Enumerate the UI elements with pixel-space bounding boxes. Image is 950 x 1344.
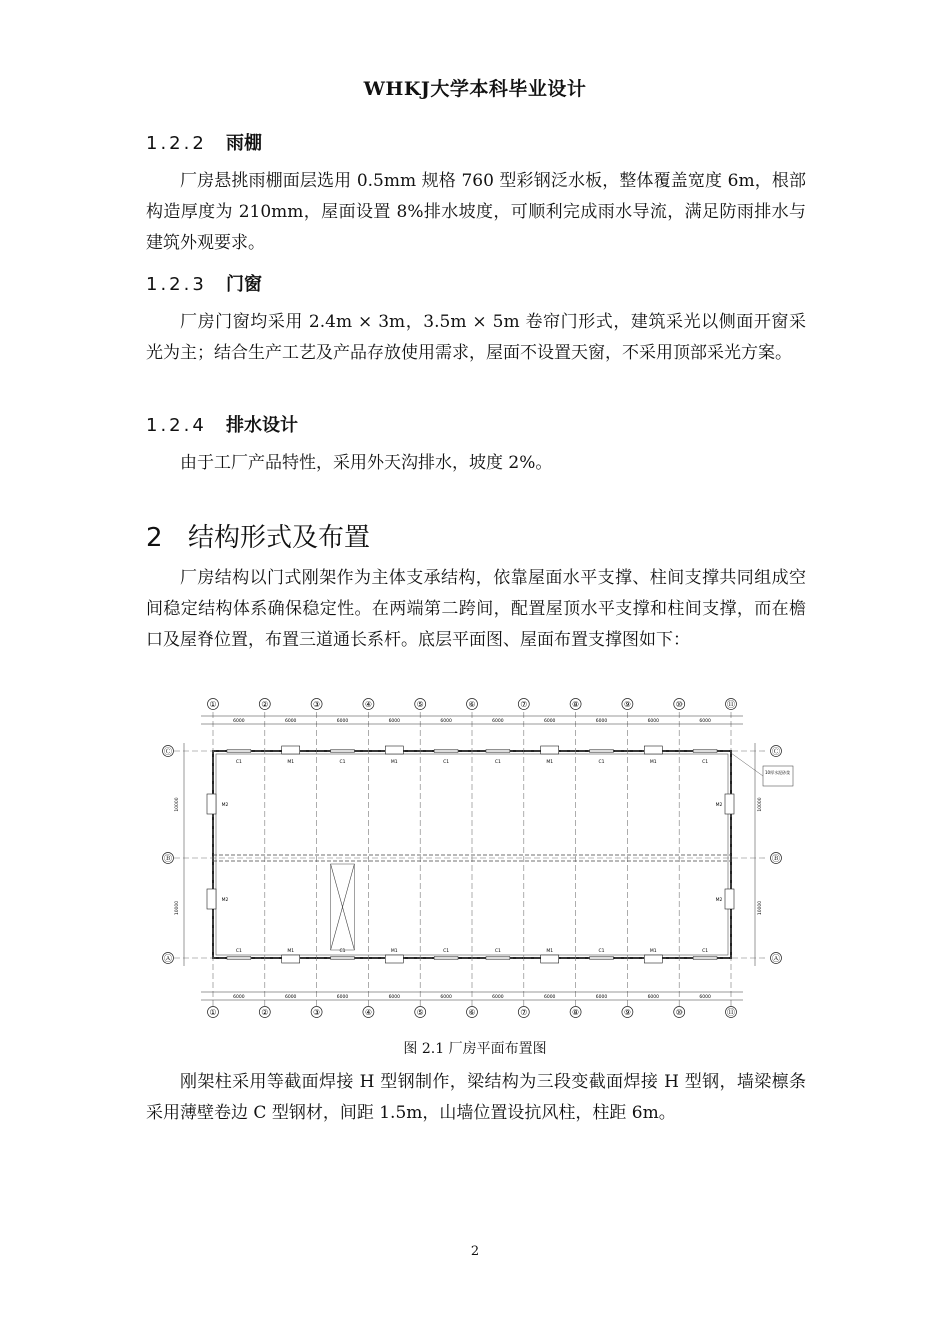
door-symbol <box>644 955 662 963</box>
door-symbol <box>282 955 300 963</box>
legend-note: 10厚水泥砂浆 <box>765 770 791 775</box>
span-dimension: 6000 <box>647 995 660 1000</box>
axis-number: ④ <box>364 1008 372 1017</box>
window-label: C1 <box>443 760 450 765</box>
side-door-label: M2 <box>715 898 723 903</box>
axis-letter: Ⓑ <box>164 854 172 863</box>
window-label: C1 <box>494 949 501 954</box>
chapter-heading <box>146 517 370 554</box>
axis-number: ③ <box>313 700 321 709</box>
span-dimension: 6000 <box>543 719 556 724</box>
building-outline <box>213 751 731 958</box>
window-symbol <box>434 957 458 960</box>
window-symbol <box>486 957 510 960</box>
section-title: 排水设计 <box>226 415 298 436</box>
door-symbol <box>541 955 559 963</box>
axis-number: ⑧ <box>572 700 580 709</box>
span-dimension: 6000 <box>595 995 608 1000</box>
span-dimension: 6000 <box>492 995 504 1000</box>
side-door-label: M2 <box>221 803 229 808</box>
axis-letter: Ⓑ <box>772 854 780 863</box>
axis-number: ③ <box>313 1008 321 1017</box>
paragraph-structure-intro: 厂房结构以门式刚架作为主体支承结构，依靠屋面水平支撑、柱间支撑共同组成空间稳定结构体系确保稳定性。在两端第二跨间，配置屋顶水平支撑和柱间支撑，而在檐口及屋脊位置，布置三道通长系杆。底层平面图、屋面布置支撑图如下： <box>146 568 806 650</box>
window-label: C1 <box>598 760 605 765</box>
axis-number: ⑤ <box>416 1008 424 1017</box>
side-door-symbol <box>725 889 734 909</box>
window-label: C1 <box>702 760 709 765</box>
paragraph-drainage: 由于工厂产品特性，采用外天沟排水，坡度 2%。 <box>180 453 553 473</box>
side-dimension: 10000 <box>175 797 180 812</box>
span-dimension: 6000 <box>492 719 504 724</box>
window-symbol <box>227 957 251 960</box>
side-door-symbol <box>207 794 216 814</box>
axis-number: ⑥ <box>468 700 476 709</box>
span-dimension: 6000 <box>284 719 297 724</box>
door-label: M1 <box>287 949 295 954</box>
axis-letter: Ⓐ <box>164 954 172 963</box>
axis-number: ⑪ <box>727 1008 735 1017</box>
section-heading-1-2-2 <box>146 129 262 155</box>
span-dimension: 6000 <box>388 995 401 1000</box>
window-label: C1 <box>494 760 501 765</box>
window-label: C1 <box>702 949 709 954</box>
door-label: M1 <box>287 760 295 765</box>
section-heading-1-2-3 <box>146 270 262 296</box>
page-header: WHKJ大学本科毕业设计 <box>363 78 587 100</box>
side-dimension: 10000 <box>758 900 763 916</box>
door-label: M1 <box>390 949 398 954</box>
axis-letter: Ⓒ <box>164 747 172 756</box>
door-symbol <box>385 955 403 963</box>
span-dimension: 6000 <box>336 719 349 724</box>
axis-number: ⑩ <box>675 1008 683 1017</box>
window-label: C1 <box>235 949 242 954</box>
span-dimension: 6000 <box>440 719 452 724</box>
axis-number: ⑤ <box>416 700 424 709</box>
axis-number: ① <box>209 1008 217 1017</box>
span-dimension: 6000 <box>595 719 608 724</box>
side-door-label: M2 <box>221 898 229 903</box>
door-label: M1 <box>649 949 657 954</box>
window-symbol <box>693 750 717 753</box>
axis-letter: Ⓒ <box>772 747 780 756</box>
chapter-title: 结构形式及布置 <box>188 523 371 553</box>
axis-number: ⑪ <box>727 700 735 709</box>
axis-number: ② <box>261 1008 269 1017</box>
axis-number: ⑦ <box>520 700 528 709</box>
window-label: C1 <box>339 760 346 765</box>
window-symbol <box>227 750 251 753</box>
side-dimension: 10000 <box>758 797 763 812</box>
window-symbol <box>590 957 614 960</box>
window-label: C1 <box>339 949 346 954</box>
span-dimension: 6000 <box>284 995 297 1000</box>
axis-number: ⑥ <box>468 1008 476 1017</box>
window-label: C1 <box>235 760 242 765</box>
window-label: C1 <box>598 949 605 954</box>
section-number: 1.2.3 <box>146 274 207 295</box>
window-symbol <box>590 750 614 753</box>
door-symbol <box>541 746 559 754</box>
span-dimension: 6000 <box>440 995 452 1000</box>
paragraph-structure-members: 刚架柱采用等截面焊接 H 型钢制作，梁结构为三段变截面焊接 H 型钢，墙梁檩条采用薄壁卷边 C 型钢材，间距 1.5m，山墙位置设抗风柱，柱距 6m。 <box>146 1072 806 1123</box>
door-symbol <box>644 746 662 754</box>
span-dimension: 6000 <box>233 995 245 1000</box>
span-dimension: 6000 <box>233 719 245 724</box>
door-symbol <box>385 746 403 754</box>
door-label: M1 <box>390 760 398 765</box>
axis-letter: Ⓐ <box>772 954 780 963</box>
span-dimension: 6000 <box>647 719 660 724</box>
window-symbol <box>434 750 458 753</box>
paragraph-canopy: 厂房悬挑雨棚面层选用 0.5mm 规格 760 型彩钢泛水板，整体覆盖宽度 6m，根部构造厚度为 210mm，屋面设置 8%排水坡度，可顺利完成雨水导流，满足防雨排水与建筑外观要求。 <box>146 171 806 253</box>
window-symbol <box>486 750 510 753</box>
leader-line <box>731 753 763 776</box>
axis-number: ① <box>209 700 217 709</box>
span-dimension: 6000 <box>388 719 401 724</box>
door-symbol <box>282 746 300 754</box>
side-door-symbol <box>207 889 216 909</box>
axis-number: ⑦ <box>520 1008 528 1017</box>
door-label: M1 <box>649 760 657 765</box>
axis-number: ⑩ <box>675 700 683 709</box>
span-dimension: 6000 <box>699 719 711 724</box>
section-title: 雨棚 <box>226 133 262 154</box>
figure-caption: 图 2.1 厂房平面布置图 <box>403 1041 547 1057</box>
window-symbol <box>331 957 355 960</box>
axis-number: ⑨ <box>623 700 631 709</box>
legend-box <box>763 766 793 786</box>
section-number: 1.2.4 <box>146 415 207 436</box>
span-dimension: 6000 <box>543 995 556 1000</box>
window-symbol <box>693 957 717 960</box>
page-number: 2 <box>470 1244 480 1259</box>
window-symbol <box>331 750 355 753</box>
axis-number: ② <box>261 700 269 709</box>
span-dimension: 6000 <box>336 995 349 1000</box>
section-title: 门窗 <box>226 274 262 295</box>
section-heading-1-2-4 <box>146 411 298 437</box>
door-label: M1 <box>546 760 554 765</box>
window-label: C1 <box>443 949 450 954</box>
side-door-label: M2 <box>715 803 723 808</box>
side-door-symbol <box>725 794 734 814</box>
axis-number: ⑧ <box>572 1008 580 1017</box>
section-number: 1.2.2 <box>146 133 207 154</box>
side-dimension: 10000 <box>175 900 180 916</box>
axis-number: ④ <box>364 700 372 709</box>
paragraph-doors-windows: 厂房门窗均采用 2.4m × 3m，3.5m × 5m 卷帘门形式，建筑采光以侧面开窗采光为主；结合生产工艺及产品存放使用需求，屋面不设置天窗，不采用顶部采光方案。 <box>146 312 806 363</box>
floor-plan-drawing <box>146 694 806 1024</box>
chapter-number: 2 <box>146 523 163 553</box>
axis-number: ⑨ <box>623 1008 631 1017</box>
span-dimension: 6000 <box>699 995 711 1000</box>
door-label: M1 <box>546 949 554 954</box>
